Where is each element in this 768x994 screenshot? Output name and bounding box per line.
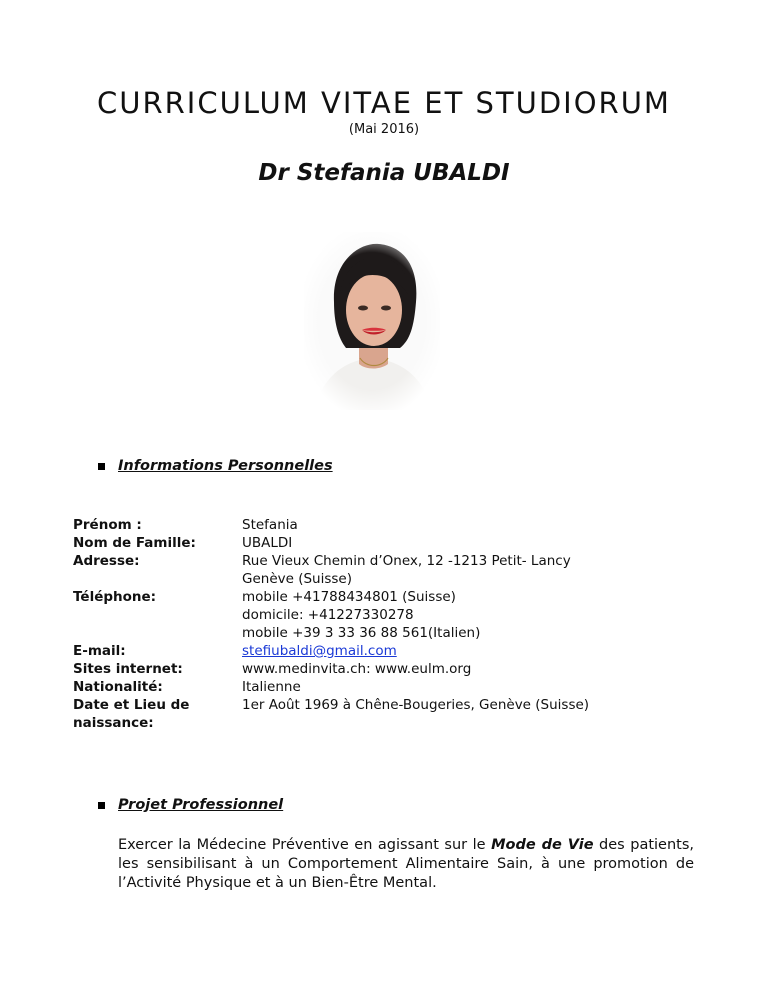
section-personal-info <box>98 458 333 474</box>
label-email: E-mail: <box>73 643 126 659</box>
label-websites: Sites internet: <box>73 661 183 677</box>
section-title: Projet Professionnel <box>118 797 284 813</box>
value-nationality: Italienne <box>242 679 301 695</box>
project-text-start: Exercer la Médecine Préventive en agissant sur le <box>118 837 492 853</box>
value-phone-mobile-ch: mobile +41788434801 (Suisse) <box>242 589 456 605</box>
value-address-city: Genève (Suisse) <box>242 571 352 587</box>
document-title: CURRICULUM VITAE ET STUDIORUM <box>97 86 671 120</box>
section-title: Informations Personnelles <box>118 458 333 474</box>
value-phone-mobile-it: mobile +39 3 33 36 88 561(Italien) <box>242 625 481 641</box>
info-values-column <box>242 516 589 714</box>
info-labels-column <box>73 516 196 732</box>
label-nationality: Nationalité: <box>73 679 163 695</box>
label-address: Adresse: <box>73 553 140 569</box>
value-last-name: UBALDI <box>242 535 293 551</box>
label-birth-cont: naissance: <box>73 715 154 731</box>
project-text-end: des patients, les sensibilisant à un Comportement Alimentaire Sain, à une promotion de l’Activité Physique et à un Bien-Être Mental. <box>118 837 694 891</box>
label-last-name: Nom de Famille: <box>73 535 196 551</box>
value-first-name: Stefania <box>242 517 298 533</box>
bullet-icon <box>98 463 105 470</box>
label-first-name: Prénom : <box>73 517 142 533</box>
project-emphasis: Mode de Vie <box>491 837 594 853</box>
section-professional-project <box>98 797 283 813</box>
value-websites: www.medinvita.ch: www.eulm.org <box>242 661 472 677</box>
label-birth: Date et Lieu de <box>73 697 190 713</box>
value-address: Rue Vieux Chemin d’Onex, 12 -1213 Petit- Lancy <box>242 553 571 569</box>
person-name: Dr Stefania UBALDI <box>258 160 510 186</box>
bullet-icon <box>98 802 105 809</box>
document-date: (Mai 2016) <box>348 122 420 137</box>
email-link[interactable]: stefiubaldi@gmail.com <box>242 643 397 659</box>
value-birth: 1er Août 1969 à Chêne-Bougeries, Genève (Suisse) <box>242 697 590 713</box>
project-paragraph <box>118 836 694 893</box>
label-phone: Téléphone: <box>73 589 157 605</box>
value-phone-home: domicile: +41227330278 <box>242 607 414 623</box>
portrait-photo <box>304 232 440 410</box>
